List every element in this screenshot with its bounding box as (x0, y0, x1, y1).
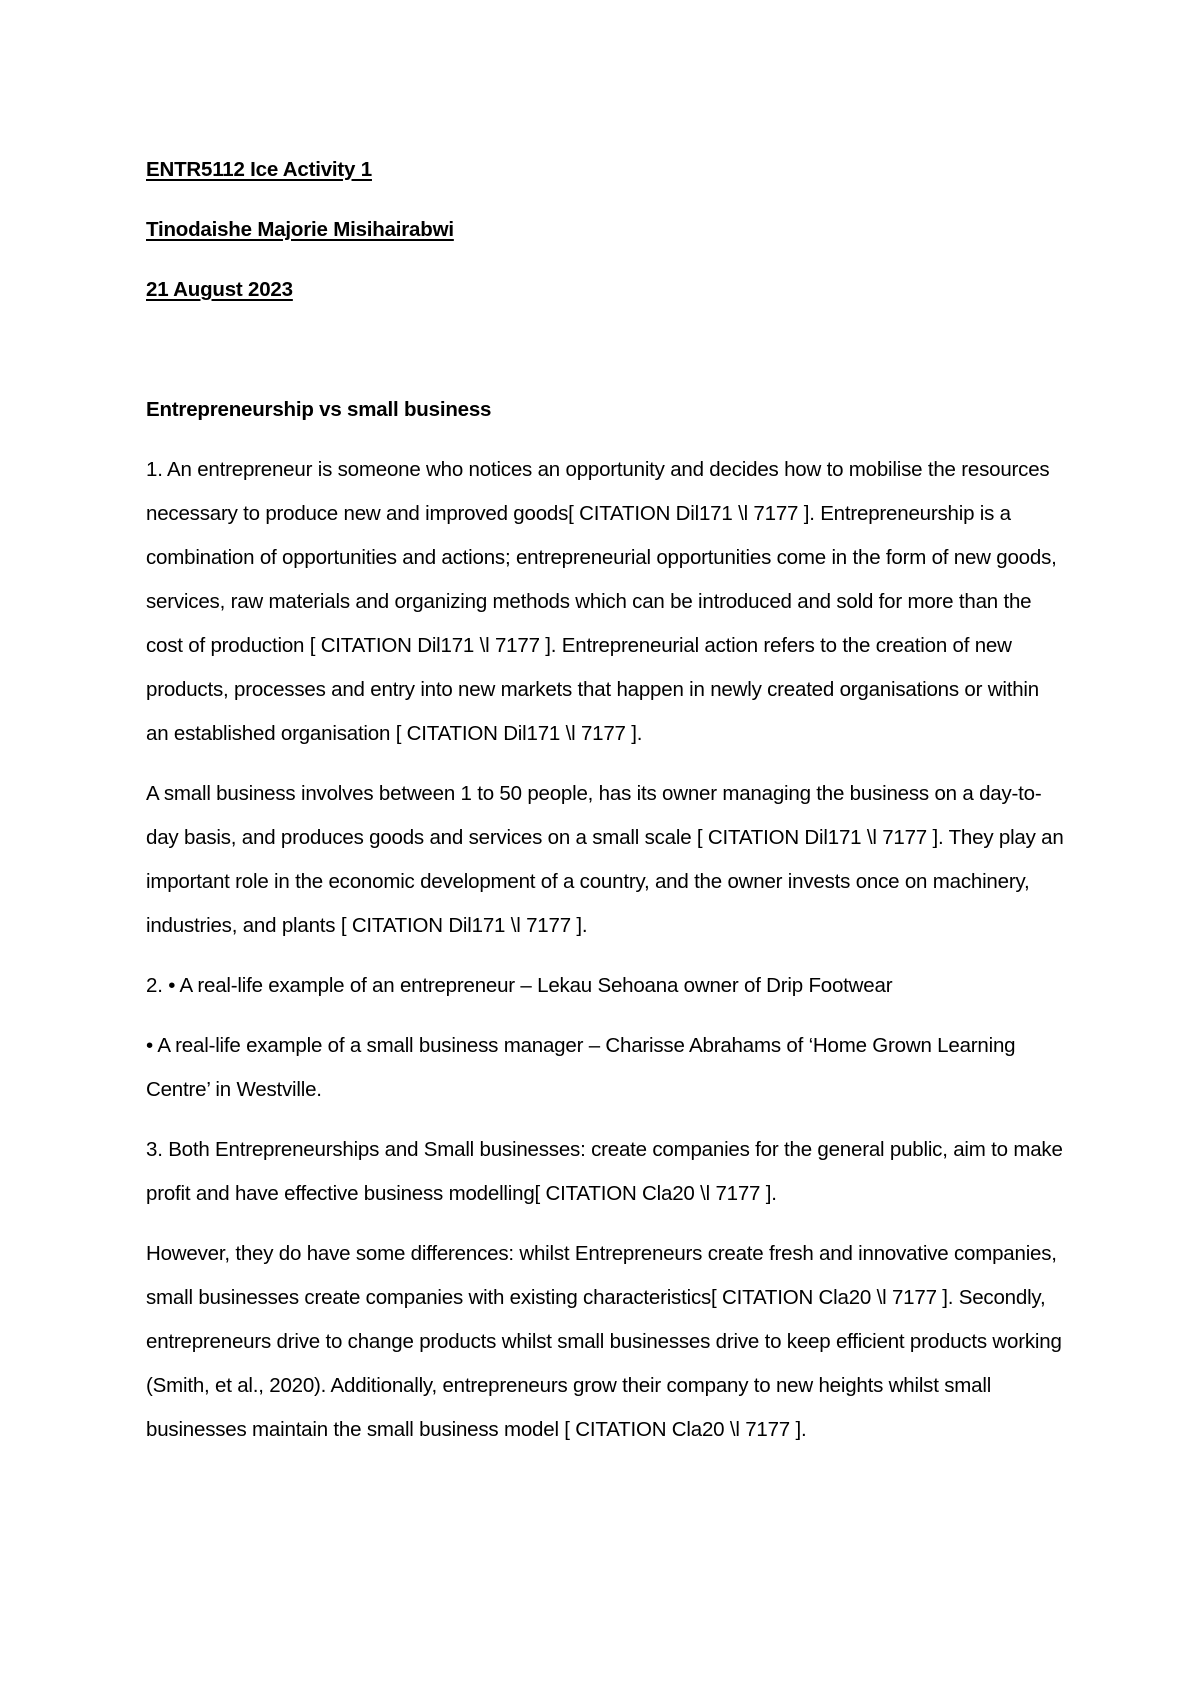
paragraph-similarities: 3. Both Entrepreneurships and Small businesses: create companies for the general public, aim to make profit and have effective business modelling[ CITATION Cla20 \l 7177 ]. (146, 1138, 1063, 1205)
paragraph-entrepreneur-example: 2. • A real-life example of an entrepreneur – Lekau Sehoana owner of Drip Footwear (146, 974, 893, 997)
paragraph-small-business-definition: A small business involves between 1 to 50 people, has its owner managing the business on a day-to-day basis, and produces goods and services on a small scale [ CITATION Dil171 \l 7177 ]. They play an important role in the economic development of a country, and the owner invests once on machinery, industries, and plants [ CITATION Dil171 \l 7177 ]. (146, 782, 1064, 937)
paragraph-small-business-example: • A real-life example of a small business manager – Charisse Abrahams of ‘Home Grown Learning Centre’ in Westville. (146, 1034, 1016, 1101)
document-body (146, 148, 1066, 1468)
blank-line (146, 328, 1066, 388)
course-title: ENTR5112 Ice Activity 1 (146, 158, 372, 181)
paragraph-differences: However, they do have some differences: whilst Entrepreneurs create fresh and innovative companies, small businesses create companies with existing characteristics[ CITATION Cla20 \l 7177 ]. Secondly, entrepreneurs drive to change products whilst small businesses drive to keep efficient products working (Smith, et al., 2020). Additionally, entrepreneurs grow their company to new heights whilst small businesses maintain the small business model [ CITATION Cla20 \l 7177 ]. (146, 1242, 1062, 1441)
document-date: 21 August 2023 (146, 278, 293, 301)
author-name: Tinodaishe Majorie Misihairabwi (146, 218, 454, 241)
paragraph-entrepreneur-definition: 1. An entrepreneur is someone who notices an opportunity and decides how to mobilise the resources necessary to produce new and improved goods[ CITATION Dil171 \l 7177 ]. Entrepreneurship is a combination of opportunities and actions; entrepreneurial opportunities come in the form of new goods, services, raw materials and organizing methods which can be introduced and sold for more than the cost of production [ CITATION Dil171 \l 7177 ]. Entrepreneurial action refers to the creation of new products, processes and entry into new markets that happen in newly created organisations or within an established organisation [ CITATION Dil171 \l 7177 ]. (146, 458, 1057, 745)
section-heading: Entrepreneurship vs small business (146, 398, 492, 421)
